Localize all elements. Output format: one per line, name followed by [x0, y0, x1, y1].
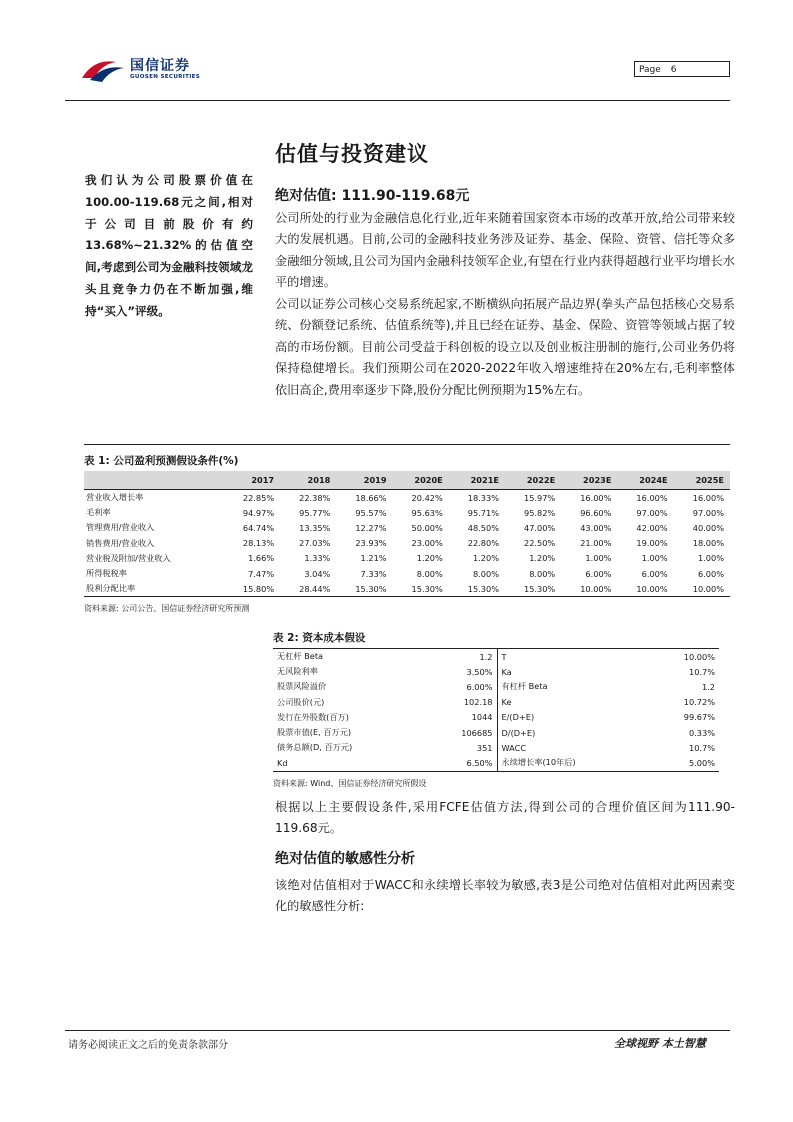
table1-header-cell: 2021E — [449, 471, 505, 490]
param-label: E/(D+E) — [497, 710, 648, 725]
header-divider — [65, 100, 730, 101]
table-cell: 22.38% — [299, 492, 331, 503]
table-cell: 8.00% — [529, 568, 556, 579]
table-cell: 64.74% — [242, 522, 275, 533]
table-cell: 8.00% — [472, 568, 499, 579]
param-label: WACC — [497, 740, 648, 755]
param-value: 1.2 — [425, 649, 497, 665]
table-cell: 22.50% — [523, 538, 556, 549]
table-cell: 50.00% — [411, 522, 443, 533]
brand-name-en: GUOSEN SECURITIES — [130, 74, 201, 80]
table-cell: 16.00% — [636, 492, 668, 503]
table-cell: 23.93% — [355, 538, 387, 549]
param-value: 1.2 — [701, 681, 715, 692]
param-label: D/(D+E) — [497, 725, 648, 740]
table-cell: 15.97% — [523, 492, 556, 503]
guosen-logo-icon — [80, 56, 126, 84]
table-row — [84, 505, 730, 520]
forecast-assumptions-table-block — [84, 444, 730, 614]
table-cell: 95.63% — [411, 507, 443, 518]
table-cell: 6.00% — [585, 568, 612, 579]
table1-header-cell: 2019 — [336, 471, 392, 490]
param-label: 无风险利率 — [277, 666, 318, 677]
table-cell: 95.57% — [355, 507, 387, 518]
table-row — [84, 490, 730, 506]
section-title-absolute-valuation: 绝对估值: 111.90-119.68元 — [275, 188, 470, 204]
table-cell: 22.85% — [242, 492, 275, 503]
table-cell: 95.71% — [467, 507, 499, 518]
param-label: 有杠杆 Beta — [497, 679, 648, 694]
param-label: 公司股价(元) — [277, 696, 325, 707]
table2-title: 表 2: 资本成本假设 — [273, 632, 366, 644]
row-label: 营业税及附加/营业收入 — [86, 552, 171, 563]
page-title: 估值与投资建议 — [275, 142, 429, 166]
param-value: 106685 — [461, 727, 493, 738]
company-logo — [80, 54, 220, 86]
param-label: 债务总额(D, 百万元) — [277, 742, 353, 753]
table1-header-cell: 2018 — [280, 471, 336, 490]
table-row — [273, 740, 719, 755]
table-cell: 28.44% — [280, 581, 336, 597]
param-value: 10.72% — [683, 697, 715, 708]
table-cell: 21.00% — [580, 538, 612, 549]
row-label: 管理费用/营业收入 — [86, 522, 155, 533]
section-title-sensitivity: 绝对估值的敏感性分析 — [275, 851, 415, 867]
table-row — [84, 566, 730, 581]
paragraph-valuation-result: 根据以上主要假设条件,采用FCFE估值方法,得到公司的合理价值区间为111.90-119.68元。 — [275, 800, 735, 836]
table-cell: 43.00% — [580, 522, 612, 533]
footer-divider — [65, 1030, 730, 1031]
table-cell: 6.00% — [641, 568, 668, 579]
table-row — [273, 710, 719, 725]
row-label: 毛利率 — [86, 507, 111, 518]
footer-disclaimer: 请务必阅读正文之后的免责条款部分 — [68, 1040, 228, 1051]
table-cell: 15.30% — [336, 581, 392, 597]
forecast-assumptions-table — [84, 471, 730, 597]
param-label: Ka — [497, 664, 648, 679]
param-label: 股票市值(E, 百万元) — [277, 727, 352, 738]
table-cell: 10.00% — [561, 581, 617, 597]
table-cell: 18.33% — [467, 492, 499, 503]
table-cell: 7.33% — [360, 568, 387, 579]
table-cell: 16.00% — [692, 492, 724, 503]
table-cell: 97.00% — [692, 507, 724, 518]
table-cell: 47.00% — [523, 522, 556, 533]
table-row — [84, 520, 730, 535]
param-value: 6.00% — [466, 681, 493, 692]
table-cell: 95.77% — [299, 507, 331, 518]
capital-cost-table-block — [273, 624, 719, 789]
table1-header-cell: 2023E — [561, 471, 617, 490]
table1-header-cell: 2020E — [393, 471, 449, 490]
page-indicator — [634, 61, 730, 77]
table-row — [273, 725, 719, 740]
table-cell: 10.00% — [617, 581, 673, 597]
table-row — [273, 755, 719, 771]
table-cell: 48.50% — [467, 522, 499, 533]
param-value: 102.18 — [463, 697, 493, 708]
table2-source: 资料来源: Wind、国信证券经济研究所假设 — [273, 778, 427, 788]
table-row — [273, 679, 719, 694]
sidebar-summary: 我们认为公司股票价值在100.00-119.68元之间,相对于公司目前股价有约13.68%~21.32%的估值空间,考虑到公司为金融科技领域龙头且竞争力仍在不断加强,维持“买入”评级。 — [85, 173, 253, 318]
param-label: Ke — [497, 695, 648, 710]
param-value: 10.00% — [648, 649, 720, 665]
param-value: 1044 — [471, 712, 493, 723]
table-cell: 1.66% — [248, 553, 275, 564]
param-label: Kd — [273, 755, 425, 771]
table-cell: 15.30% — [393, 581, 449, 597]
page-number: 6 — [670, 65, 677, 75]
param-value: 10.7% — [688, 666, 715, 677]
row-label: 营业收入增长率 — [86, 492, 144, 503]
table-cell: 1.00% — [641, 553, 668, 564]
table-row — [273, 664, 719, 679]
param-value: 3.50% — [466, 666, 493, 677]
param-value: 10.7% — [688, 742, 715, 753]
row-label: 销售费用/营业收入 — [86, 537, 155, 548]
table-row — [84, 581, 730, 597]
param-label: 永续增长率(10年后) — [497, 755, 648, 771]
table-cell: 18.66% — [355, 492, 387, 503]
paragraph-sensitivity: 该绝对估值相对于WACC和永续增长率较为敏感,表3是公司绝对估值相对此两因素变化的敏感性分析: — [275, 878, 735, 914]
footer-slogan: 全球视野 本土智慧 — [614, 1037, 706, 1050]
table-cell: 95.82% — [523, 507, 556, 518]
table-cell: 1.20% — [529, 553, 556, 564]
table-cell: 15.30% — [505, 581, 561, 597]
table-cell: 1.00% — [585, 553, 612, 564]
table-cell: 42.00% — [636, 522, 668, 533]
param-value: 99.67% — [683, 712, 715, 723]
table-cell: 8.00% — [416, 568, 443, 579]
param-value: 5.00% — [648, 755, 720, 771]
table-row — [84, 551, 730, 566]
param-value: 0.33% — [688, 727, 715, 738]
table-row — [84, 536, 730, 551]
table-cell: 94.97% — [242, 507, 275, 518]
table-row — [273, 695, 719, 710]
table-cell: 28.13% — [242, 538, 275, 549]
param-label: 股票风险溢价 — [277, 681, 327, 692]
table1-title: 表 1: 公司盈利预测假设条件(%) — [84, 444, 730, 471]
param-value: 6.50% — [425, 755, 497, 771]
table-cell: 97.00% — [636, 507, 668, 518]
table-cell: 1.20% — [472, 553, 499, 564]
table1-header-cell: 2024E — [617, 471, 673, 490]
param-label: 发行在外股数(百万) — [277, 711, 349, 722]
param-value: 351 — [476, 742, 493, 753]
table-cell: 1.33% — [304, 553, 331, 564]
table1-header-cell — [84, 471, 224, 490]
paragraph-business: 公司以证券公司核心交易系统起家,不断横纵向拓展产品边界(拳头产品包括核心交易系统、份额登记系统、估值系统等),并且已经在证券、基金、保险、资管等领域占据了较高的市场份额。目前公司受益于科创板的设立以及创业板注册制的施行,公司业务仍将保持稳健增长。我们预期公司在2020-2022年收入增速维持在20%左右,毛利率整体依旧高企,费用率逐步下降,股份分配比例预期为15%左右。 — [275, 297, 735, 397]
param-label: 无杠杆 Beta — [273, 649, 425, 665]
table-cell: 15.80% — [224, 581, 280, 597]
table-cell: 16.00% — [580, 492, 612, 503]
table-cell: 27.03% — [299, 538, 331, 549]
table-cell: 18.00% — [692, 538, 724, 549]
table-cell: 3.04% — [304, 568, 331, 579]
page-label: Page — [639, 65, 661, 75]
table-row — [273, 649, 719, 665]
row-label: 所得税税率 — [86, 568, 127, 579]
table-cell: 23.00% — [411, 538, 443, 549]
table-cell: 1.21% — [360, 553, 387, 564]
table-cell: 12.27% — [355, 522, 387, 533]
capital-cost-table — [273, 648, 719, 772]
table-cell: 7.47% — [248, 568, 275, 579]
table-cell: 20.42% — [411, 492, 443, 503]
table-cell: 13.35% — [299, 522, 331, 533]
table1-header-cell: 2022E — [505, 471, 561, 490]
table-cell: 19.00% — [636, 538, 668, 549]
table-cell: 1.00% — [697, 553, 724, 564]
table1-header-cell: 2017 — [224, 471, 280, 490]
table-cell: 22.80% — [467, 538, 499, 549]
table-cell: 1.20% — [416, 553, 443, 564]
row-label: 股利分配比率 — [84, 581, 224, 597]
table1-header-cell: 2025E — [674, 471, 730, 490]
table-cell: 40.00% — [692, 522, 724, 533]
table1-source: 资料来源: 公司公告、国信证券经济研究所预测 — [84, 604, 250, 614]
table1-header-row — [84, 471, 730, 490]
table-cell: 6.00% — [697, 568, 724, 579]
brand-name-cn: 国信证券 — [130, 58, 190, 74]
paragraph-industry: 公司所处的行业为金融信息化行业,近年来随着国家资本市场的改革开放,给公司带来较大的发展机遇。目前,公司的金融科技业务涉及证券、基金、保险、资管、信托等众多金融细分领域,且公司为国内金融科技领军企业,有望在行业内获得超越行业平均增长水平的增速。 — [275, 211, 735, 290]
table-cell: 10.00% — [674, 581, 730, 597]
table-cell: 96.60% — [580, 507, 612, 518]
table-cell: 15.30% — [449, 581, 505, 597]
param-label: T — [497, 649, 648, 665]
